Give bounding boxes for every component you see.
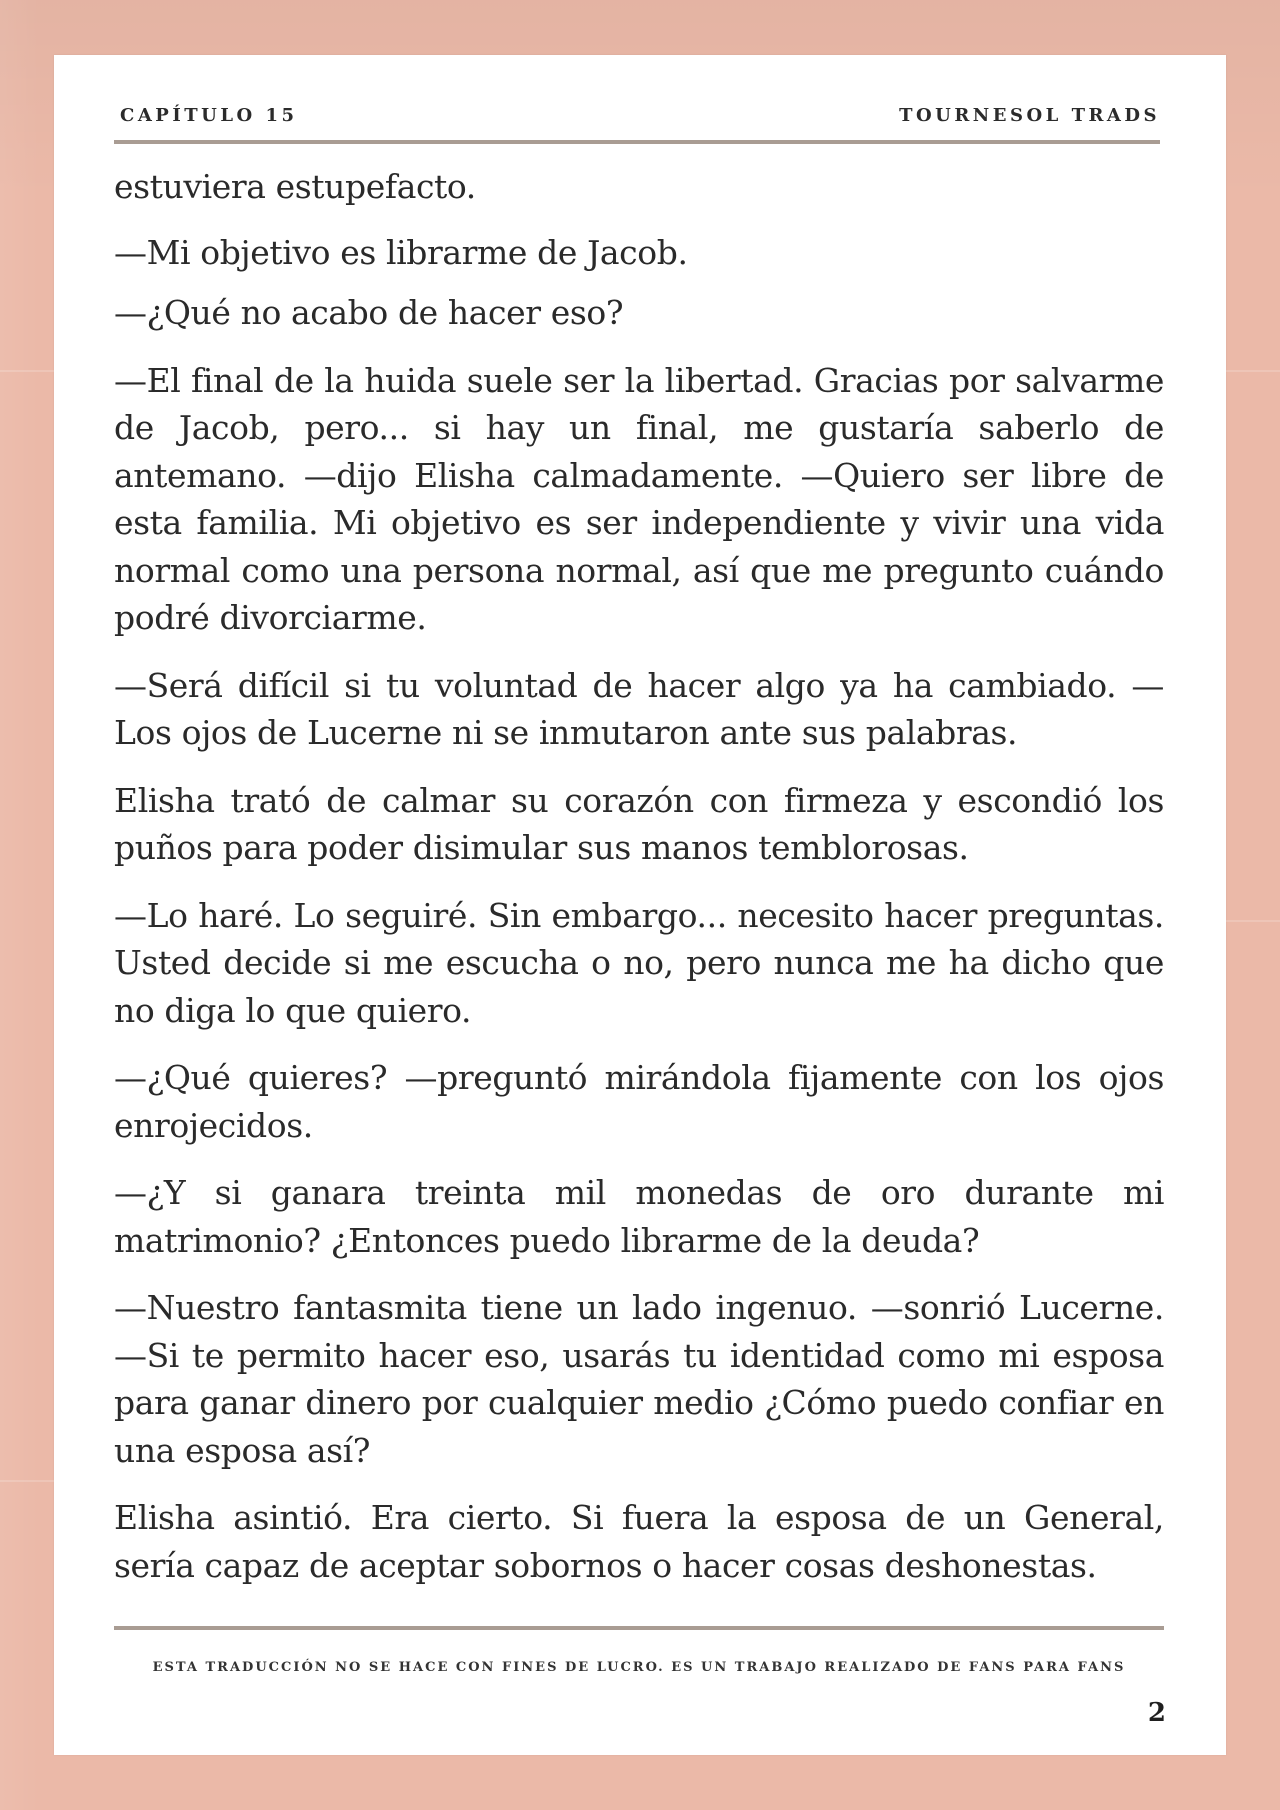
paragraph: —¿Y si ganara treinta mil monedas de oro durante mi matrimonio? ¿Entonces puedo librarme de la deuda? xyxy=(114,1173,1164,1260)
body-text xyxy=(114,163,1164,1609)
paragraph: estuviera estupefacto. xyxy=(114,167,476,206)
paragraph: —Nuestro fantasmita tiene un lado ingenuo. —sonrió Lucerne. —Si te permito hacer eso, usarás tu identidad como mi esposa para ganar dinero por cualquier medio ¿Cómo puedo confiar en una esposa así? xyxy=(114,1288,1164,1470)
paragraph: Elisha asintió. Era cierto. Si fuera la esposa de un General, sería capaz de aceptar sobornos o hacer cosas deshonestas. xyxy=(114,1498,1164,1585)
page-header xyxy=(120,105,1160,129)
paragraph: —¿Qué no acabo de hacer eso? xyxy=(114,293,624,332)
header-divider xyxy=(114,140,1160,144)
paragraph: —Lo haré. Lo seguiré. Sin embargo... necesito hacer preguntas. Usted decide si me escucha o no, pero nunca me ha dicho que no diga lo que quiero. xyxy=(114,895,1164,1030)
paragraph: —¿Qué quieres? —preguntó mirándola fijamente con los ojos enrojecidos. xyxy=(114,1058,1164,1145)
paragraph: —El final de la huida suele ser la libertad. Gracias por salvarme de Jacob, pero... si hay un final, me gustaría saberlo de antemano. —dijo Elisha calmadamente. —Quiero ser libre de esta familia. Mi objetivo es ser independiente y vivir una vida normal como una persona normal, así que me pregunto cuándo podré divorciarme. xyxy=(114,360,1164,637)
paragraph: —Mi objetivo es librarme de Jacob. xyxy=(114,232,688,272)
footer-divider xyxy=(114,1626,1164,1630)
paper-crease xyxy=(0,1480,54,1482)
translator-group: TOURNESOL TRADS xyxy=(899,105,1160,126)
paragraph: Elisha trató de calmar su corazón con firmeza y escondió los puños para poder disimular sus manos temblorosas. xyxy=(114,780,1164,867)
footer-disclaimer: ESTA TRADUCCIÓN NO SE HACE CON FINES DE LUCRO. ES UN TRABAJO REALIZADO DE FANS PARA FANS xyxy=(152,1660,1126,1675)
paragraph: —Será difícil si tu voluntad de hacer algo ya ha cambiado. —Los ojos de Lucerne ni se inmutaron ante sus palabras. xyxy=(114,665,1164,752)
chapter-title: CAPÍTULO 15 xyxy=(120,105,298,126)
paper-crease xyxy=(1226,920,1280,922)
page-number: 2 xyxy=(1147,1698,1166,1728)
document-page xyxy=(54,55,1226,1755)
